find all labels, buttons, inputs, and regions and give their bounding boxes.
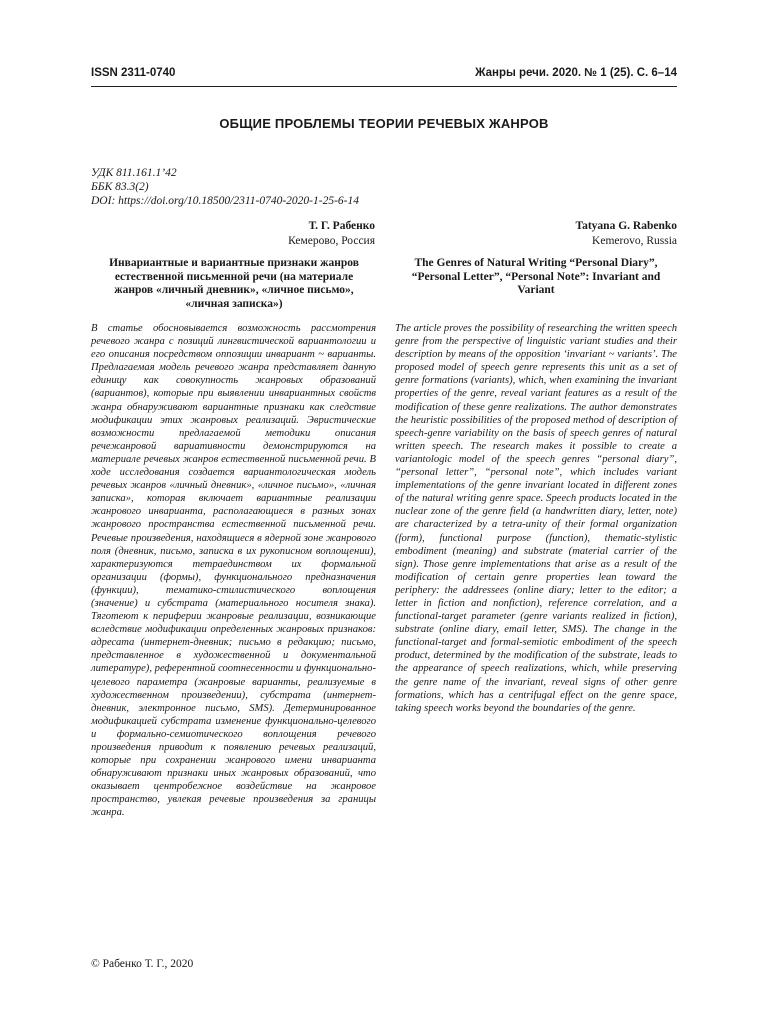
author-name-en: Tatyana G. Rabenko [575, 220, 677, 232]
doi[interactable]: DOI: https://doi.org/10.18500/2311-0740-2020-1-25-6-14 [91, 195, 359, 207]
running-header [91, 67, 677, 81]
bbk-code: ББК 83.3(2) [91, 181, 149, 193]
udc-code: УДК 811.161.1’42 [91, 167, 177, 179]
article-title-en: The Genres of Natural Writing “Personal Diary”, “Personal Letter”, “Personal Note”: Invariant and Variant [411, 257, 661, 296]
author-affiliation-ru: Кемерово, Россия [288, 235, 375, 247]
section-title: ОБЩИЕ ПРОБЛЕМЫ ТЕОРИИ РЕЧЕВЫХ ЖАНРОВ [219, 116, 549, 131]
article-title-ru: Инвариантные и вариантные признаки жанров естественной письменной речи (на материале жанров «личный дневник», «личное письмо», «личная записка») [109, 257, 359, 310]
author-name-ru: Т. Г. Рабенко [308, 220, 375, 232]
author-affiliation-en: Kemerovo, Russia [592, 235, 677, 247]
author-block-ru [91, 219, 375, 249]
issn: ISSN 2311-0740 [91, 67, 176, 79]
identifiers [91, 166, 491, 208]
copyright-notice: © Рабенко Т. Г., 2020 [91, 958, 194, 970]
author-block-en [395, 219, 677, 249]
journal-reference: Жанры речи. 2020. № 1 (25). С. 6–14 [475, 67, 677, 79]
abstract-ru: В статье обосновывается возможность рассмотрения речевого жанра с позиций лингвистической вариантологии и его описания посредством оппозиции инвариант ~ варианты. Предлагаемая модель речевого жанра представляет данную единицу как совокупность жанровых образований (вариантов), которые при выявлении инвариантных свойств жанра обнаруживают вариантные признаки как следствие модификации этих жанровых реализаций. Эвристические возможности предлагаемой методики описания речежанровой вариативности демонстрируются на материале речевых жанров естественной письменной речи. В ходе исследования создается вариантологическая модель речевых жанров «личный дневник», «личное письмо», «личная записка», которая включает вариантные реализации жанрового инварианта, располагающиеся в разных зонах жанрового пространства естественной письменной речи. Речевые произведения, находящиеся в ядерной зоне жанрового поля (дневник, письмо, записка в их рукописном воплощении), характеризуются тетраединством их формальной организации (формы), функционального предназначения (функции), тематико-стилистического воплощения (значение) и субстрата (материального носителя знака). Тяготеют к периферии жанровые реализации, возникающие вследствие модификации определенных жанровых признаков: адресата (интернет-дневник; письмо в редакцию; письмо, представленное в художественной и документальной литературе), референтной соотнесенности и функционально-целевого параметра (жанровые варианты, реализуемые в художественном произведении), субстрата (интернет-дневник, электронное письмо, SMS). Детерминированное модификацией субстрата изменение функционально-целевого и формально-семиотического воплощения речевого произведения приводит к появлению речевых реализаций, которые при сохранении жанрового имени инварианта обнаруживают признаки иных жанровых образований, что оказывает центробежное воздействие на жанровое пространство, увлекая речевые произведения за границы жанра. [91, 323, 376, 819]
header-rule [91, 86, 677, 87]
abstract-en: The article proves the possibility of researching the written speech genre from the perspective of linguistic variant studies and their description by means of the opposition ‘invariant ~ variants’. The proposed model of speech genre represents this unit as a set of genre formations (variants), which, when examining the invariant properties of the genre, reveal variant features as a result of the modification of these genre realizations. The author demonstrates the heuristic possibilities of the proposed method of description of speech-genre variability on the basis of speech genres of natural written speech. The research makes it possible to create a variantologic model of the speech genres “personal diary”, “personal letter”, “personal note”, which includes variant implementations of the genre invariant located in different zones of the natural writing genre space. Speech products located in the nuclear zone of the genre field (a handwritten diary, letter, note) are characterized by a tetra-unity of their formal organization (form), functional purpose (function), thematic-stylistic embodiment (meaning) and substrate (material carrier of the sign). Those genre implementations that arise as a result of the modification of certain genre properties lean toward the periphery: the addressees (online diary; letter to the editor; a letter in fiction and nonfiction), reference correlation, and a functional-target parameter (genre variants realized in fiction), substrate (online diary, email letter, SMS). The change in the functional-target and formal-semiotic embodiment of the speech product, determined by the modification of the substrate, leads to the appearance of speech realizations, which, while preserving the genre name of the invariant, reveal signs of other genre formations, which has a centrifugal effect on the genre space, taking speech works beyond the boundaries of the genre. [395, 323, 677, 714]
